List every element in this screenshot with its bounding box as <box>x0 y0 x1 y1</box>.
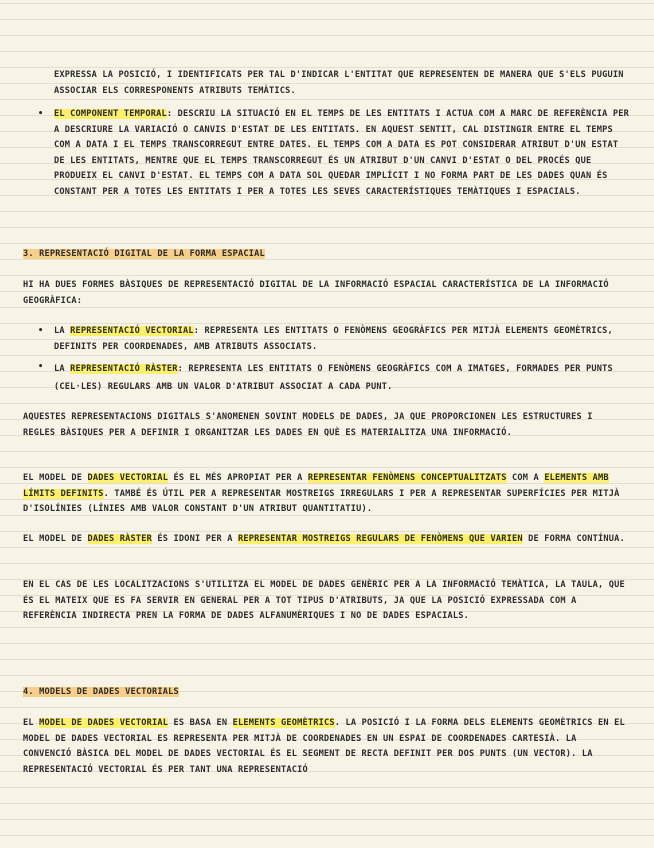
list-item-text: : REPRESENTA LES ENTITATS O FENÒMENS GEOGRÀFICS COM A IMATGES, FORMADES PER PUNTS (CEL·LES) REGULARS AMB UN VALOR D'ATRIBUT ASSOCIAT A CADA PUNT. <box>54 364 613 392</box>
bullet-icon: • <box>38 362 44 372</box>
heading-highlight: 4. MODELS DE DADES VECTORIALS <box>23 687 179 697</box>
paragraph-formes: HI HA DUES FORMES BÀSIQUES DE REPRESENTACIÓ DIGITAL DE LA INFORMACIÓ ESPACIAL CARACTERÍSTICA DE LA INFORMACIÓ GEOGRÀFICA: <box>23 280 609 306</box>
paragraph-models: AQUESTES REPRESENTACIONS DIGITALS S'ANOMENEN SOVINT MODELS DE DADES, JA QUE PROPORCIONEN LES ESTRUCTURES I REGLES BÀSIQUES PER A DEFINIR I ORGANITZAR LES DADES EN QUÈ ES MATERIALITZA UNA INFORMACIÓ. <box>23 412 593 438</box>
term-highlight: REPRESENTACIÓ RÀSTER <box>70 364 178 374</box>
term-highlight: ELEMENTS AMB LÍMITS DEFINITS <box>23 473 609 499</box>
paragraph-vectorial: EL MODEL DE DADES VECTORIAL ÉS EL MÉS APROPIAT PER A REPRESENTAR FENÒMENS CONCEPTUALITZATS COM A ELEMENTS AMB LÍMITS DEFINITS. TAMBÉ ÉS ÚTIL PER A REPRESENTAR MOSTREIGS IRREGULARS I PER A REPRESENTAR SUPERFÍCIES PER MITJÀ D'ISOLÍNIES (LÍNIES AMB VALOR CONSTANT D'UN ATRIBUT QUANTITATIU). <box>23 473 620 514</box>
paragraph-model-vectorial: EL MODEL DE DADES VECTORIAL ES BASA EN ELEMENTS GEOMÈTRICS. LA POSICIÓ I LA FORMA DELS ELEMENTS GEOMÈTRICS EN EL MODEL DE DADES VECTORIAL ES REPRESENTA PER MITJÀ DE COORDENADES EN UN ESPAI DE COORDENADES CARTESIÀ. LA CONVENCIÓ BÀSICA DEL MODEL DE DADES VECTORIAL ÉS EL SEGMENT DE RECTA DEFINIT PER DOS PUNTS (UN VECTOR). LA REPRESENTACIÓ VECTORIAL ÉS PER TANT UNA REPRESENTACIÓ <box>23 718 625 775</box>
term-highlight: DADES RÀSTER <box>87 534 152 544</box>
paragraph-raster: EL MODEL DE DADES RÀSTER ÉS IDONI PER A REPRESENTAR MOSTREIGS REGULARS DE FENÒMENS QUE VARIEN DE FORMA CONTÍNUA. <box>23 534 625 544</box>
paragraph-localitzacions: EN EL CAS DE LES LOCALITZACIONS S'UTILITZA EL MODEL DE DADES GENÈRIC PER A LA INFORMACIÓ TEMÀTICA, LA TAULA, QUE ÉS EL MATEIX QUE ES FA SERVIR EN GENERAL PER A TOT TIPUS D'ATRIBUTS, JA QUE LA POSICIÓ EXPRESSADA COM A REFERÈNCIA INDIRECTA PREN LA FORMA DE DADES ALFANUMÈRIQUES I NO DE DADES ESPACIALS. <box>23 580 625 621</box>
section-heading-3 <box>23 247 629 263</box>
term-highlight: MODEL DE DADES VECTORIAL <box>39 718 169 728</box>
intro-paragraph: EXPRESSA LA POSICIÓ, I IDENTIFICATS PER TAL D'INDICAR L'ENTITAT QUE REPRESENTEN DE MANERA QUE S'ELS PUGUIN ASSOCIAR ELS CORRESPONENTS ATRIBUTS TEMÀTICS. <box>54 70 624 96</box>
list-item-text: : DESCRIU LA SITUACIÓ EN EL TEMPS DE LES ENTITATS I ACTUA COM A MARC DE REFERÈNCIA PER A DESCRIURE LA VARIACIÓ O CANVIS D'ESTAT DE LES ENTITATS. EN AQUEST SENTIT, CAL DISTINGIR ENTRE EL TEMPS COM A DATA I EL TEMPS TRANSCORREGUT ENTRE DATES. EL TEMPS COM A DATA ES POT CONSIDERAR ATRIBUT D'UN ESTAT DE LES ENTITATS, MENTRE QUE EL TEMPS TRANSCORREGUT ÉS UN ATRIBUT D'UN CANVI D'ESTAT O DEL PROCÉS QUE PRODUEIX EL CANVI D'ESTAT. EL TEMPS COM A DATA SOL QUEDAR IMPLÍCIT I NO FORMA PART DE LES DADES QUAN ÉS CONSTANT PER A TOTES LES ENTITATS I PER A TOTES LES SEVES CARACTERÍSTIQUES TEMÀTIQUES I ESPACIALS. <box>54 109 630 197</box>
term-highlight: REPRESENTAR MOSTREIGS REGULARS DE FENÒMENS QUE VARIEN <box>237 534 523 544</box>
notes-page: EXPRESSA LA POSICIÓ, I IDENTIFICATS PER TAL D'INDICAR L'ENTITAT QUE REPRESENTEN DE MANERA QUE S'ELS PUGUIN ASSOCIAR ELS CORRESPONENTS ATRIBUTS TEMÀTICS. • EL COMPONENT TEMPORAL: DESCRIU LA SITUACIÓ EN EL TEMPS DE LES ENTITATS I ACTUA COM A MARC DE REFERÈNCIA PER A DESCRIURE LA VARIACIÓ O CANVIS D'ESTAT DE LES ENTITATS. EN AQUEST SENTIT, CAL DISTINGIR ENTRE EL TEMPS COM A DATA I EL TEMPS TRANSCORREGUT ENTRE DATES. EL TEMPS COM A DATA ES POT CONSIDERAR ATRIBUT D'UN ESTAT DE LES ENTITATS, MENTRE QUE EL TEMPS TRANSCORREGUT ÉS UN ATRIBUT D'UN CANVI D'ESTAT O DEL PROCÉS QUE PRODUEIX EL CANVI D'ESTAT. EL TEMPS COM A DATA SOL QUEDAR IMPLÍCIT I NO FORMA PART DE LES DADES QUAN ÉS CONSTANT PER A TOTES LES ENTITATS I PER A TOTES LES SEVES CARACTERÍSTIQUES TEMÀTIQUES I ESPACIALS. 3. REPRESENTACIÓ DIGITAL DE LA FORMA ESPACIAL HI HA DUES FORMES BÀSIQUES DE REPRESENTACIÓ DIGITAL DE LA INFORMACIÓ ESPACIAL CARACTERÍSTICA DE LA INFORMACIÓ GEOGRÀFICA: • LA REPRESENTACIÓ VECTORIAL: REPRESENTA LES ENTITATS O FENÒMENS GEOGRÀFICS PER MITJÀ ELEMENTS GEOMÈTRICS, DEFINITS PER COORDENADES, AMB ATRIBUTS ASSOCIATS. • LA REPRESENTACIÓ RÀSTER: REPRESENTA LES ENTITATS O FENÒMENS GEOGRÀFICS COM A IMATGES, FORMADES PER PUNTS (CEL·LES) REGULARS AMB UN VALOR D'ATRIBUT ASSOCIAT A CADA PUNT. AQUESTES REPRESENTACIONS DIGITALS S'ANOMENEN SOVINT MODELS DE DADES, JA QUE PROPORCIONEN LES ESTRUCTURES I REGLES BÀSIQUES PER A DEFINIR I ORGANITZAR LES DADES EN QUÈ ES MATERIALITZA UNA INFORMACIÓ. EL MODEL DE DADES VECTORIAL ÉS EL MÉS APROPIAT PER A REPRESENTAR FENÒMENS CONCEPTUALITZATS COM A ELEMENTS AMB LÍMITS DEFINITS. TAMBÉ ÉS ÚTIL PER A REPRESENTAR MOSTREIGS IRREGULARS I PER A REPRESENTAR SUPERFÍCIES PER MITJÀ D'ISOLÍNIES (LÍNIES AMB VALOR CONSTANT D'UN ATRIBUT QUANTITATIU). EL MODEL DE DADES RÀSTER ÉS IDONI PER A REPRESENTAR MOSTREIGS REGULARS DE FENÒMENS QUE VARIEN DE FORMA CONTÍNUA. EN EL CAS DE LES LOCALITZACIONS S'UTILITZA EL MODEL DE DADES GENÈRIC PER A LA INFORMACIÓ TEMÀTICA, LA TAULA, QUE ÉS EL MATEIX QUE ES FA SERVIR EN GENERAL PER A TOT TIPUS D'ATRIBUTS, JA QUE LA POSICIÓ EXPRESSADA COM A REFERÈNCIA INDIRECTA PREN LA FORMA DE DADES ALFANUMÈRIQUES I NO DE DADES ESPACIALS. 4. MODELS DE DADES VECTORIALS EL MODEL DE DADES VECTORIAL ES BASA EN ELEMENTS GEOMÈTRICS. LA POSICIÓ I LA FORMA DELS ELEMENTS GEOMÈTRICS EN EL MODEL DE DADES VECTORIAL ES REPRESENTA PER MITJÀ DE COORDENADES EN UN ESPAI DE COORDENADES CARTESIÀ. LA CONVENCIÓ BÀSICA DEL MODEL DE DADES VECTORIAL ÉS EL SEGMENT DE RECTA DEFINIT PER DOS PUNTS (UN VECTOR). LA REPRESENTACIÓ VECTORIAL ÉS PER TANT UNA REPRESENTACIÓ <box>0 0 654 848</box>
term-highlight: EL COMPONENT TEMPORAL <box>54 109 167 119</box>
section-heading-4 <box>23 685 629 701</box>
heading-highlight: 3. REPRESENTACIÓ DIGITAL DE LA FORMA ESPACIAL <box>23 249 265 259</box>
list-item-text: : REPRESENTA LES ENTITATS O FENÒMENS GEOGRÀFICS PER MITJÀ ELEMENTS GEOMÈTRICS, DEFINITS PER COORDENADES, AMB ATRIBUTS ASSOCIATS. <box>54 326 613 352</box>
term-highlight: REPRESENTAR FENÒMENS CONCEPTUALITZATS <box>307 473 507 483</box>
term-highlight: REPRESENTACIÓ VECTORIAL <box>70 326 194 336</box>
term-highlight: ELEMENTS GEOMÈTRICS <box>232 718 335 728</box>
bullet-icon: • <box>38 109 44 119</box>
bullet-icon: • <box>38 326 44 336</box>
term-highlight: DADES VECTORIAL <box>87 473 169 483</box>
